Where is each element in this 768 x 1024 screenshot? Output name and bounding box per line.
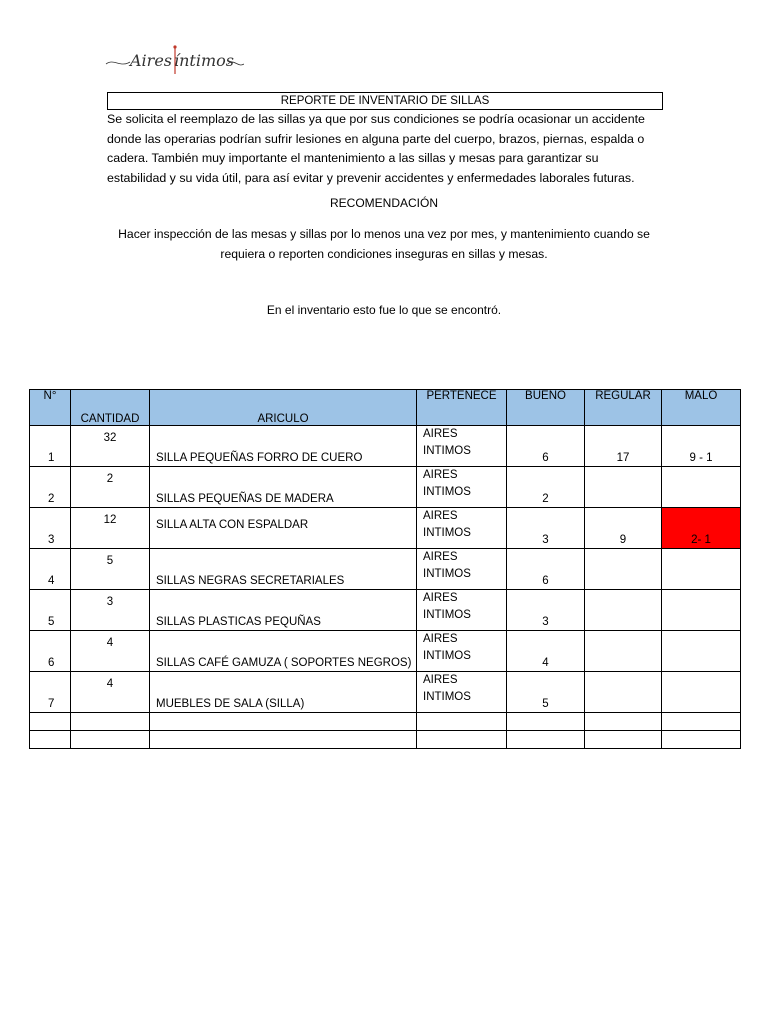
empty-cell xyxy=(150,731,417,749)
intro-line: donde las operarias podrían sufrir lesiones en alguna parte del cuerpo, brazos, piernas, espalda o xyxy=(107,131,645,146)
table-row xyxy=(30,549,741,590)
cell-no: 1 xyxy=(30,426,71,467)
cell-bueno: 6 xyxy=(507,426,585,467)
cell-regular xyxy=(585,549,662,590)
cell-bueno: 3 xyxy=(507,590,585,631)
cell-bueno: 4 xyxy=(507,631,585,672)
cell-cantidad: 4 xyxy=(71,631,150,672)
cell-pertenece xyxy=(417,467,507,508)
cell-articulo: MUEBLES DE SALA (SILLA) xyxy=(150,672,417,713)
cell-no: 3 xyxy=(30,508,71,549)
pertenece-line: AIRES xyxy=(423,674,458,686)
cell-pertenece xyxy=(417,590,507,631)
pertenece-line: AIRES xyxy=(423,510,458,522)
inventory-table xyxy=(29,389,741,749)
cell-malo-alert: 2- 1 xyxy=(662,508,741,549)
pertenece-line: AIRES xyxy=(423,592,458,604)
intro-line: estabilidad y su vida útil, para así evitar y prevenir accidentes y enfermedades laborales futuras. xyxy=(107,170,635,185)
cell-regular xyxy=(585,631,662,672)
cell-regular: 9 xyxy=(585,508,662,549)
empty-cell xyxy=(417,731,507,749)
empty-cell xyxy=(662,713,741,731)
cell-regular xyxy=(585,467,662,508)
cell-no: 7 xyxy=(30,672,71,713)
cell-pertenece xyxy=(417,549,507,590)
cell-cantidad: 12 xyxy=(71,508,150,549)
cell-malo xyxy=(662,467,741,508)
pertenece-line: INTIMOS xyxy=(423,650,471,662)
intro-line: cadera. También muy importante el mantenimiento a las sillas y mesas para garantizar su xyxy=(107,151,599,165)
header-no: N° xyxy=(30,390,71,426)
cell-cantidad: 32 xyxy=(71,426,150,467)
cell-articulo: SILLAS CAFÉ GAMUZA ( SOPORTES NEGROS) xyxy=(150,631,417,672)
cell-pertenece xyxy=(417,426,507,467)
header-bueno: BUENO xyxy=(507,390,585,426)
cell-bueno: 2 xyxy=(507,467,585,508)
cell-articulo: SILLAS NEGRAS SECRETARIALES xyxy=(150,549,417,590)
empty-cell xyxy=(71,713,150,731)
cell-pertenece xyxy=(417,508,507,549)
cell-no: 2 xyxy=(30,467,71,508)
empty-cell xyxy=(507,731,585,749)
header-pertenece: PERTENECE xyxy=(417,390,507,426)
cell-cantidad: 4 xyxy=(71,672,150,713)
cell-articulo: SILLAS PLASTICAS PEQUÑAS xyxy=(150,590,417,631)
svg-text:íntimos: íntimos xyxy=(174,51,234,70)
recommendation-line: Hacer inspección de las mesas y sillas por lo menos una vez por mes, y mantenimiento cuando se xyxy=(118,227,650,241)
table-row xyxy=(30,631,741,672)
pertenece-line: INTIMOS xyxy=(423,486,471,498)
pertenece-line: INTIMOS xyxy=(423,691,471,703)
cell-malo: 9 - 1 xyxy=(662,426,741,467)
table-row-empty xyxy=(30,713,741,731)
pertenece-line: INTIMOS xyxy=(423,609,471,621)
cell-pertenece xyxy=(417,631,507,672)
pertenece-line: AIRES xyxy=(423,428,458,440)
cell-cantidad: 2 xyxy=(71,467,150,508)
empty-cell xyxy=(71,731,150,749)
cell-no: 4 xyxy=(30,549,71,590)
table-header-row xyxy=(30,390,741,426)
cell-malo xyxy=(662,672,741,713)
empty-cell xyxy=(417,713,507,731)
empty-cell xyxy=(30,713,71,731)
pertenece-line: INTIMOS xyxy=(423,527,471,539)
pertenece-line: AIRES xyxy=(423,551,458,563)
header-regular: REGULAR xyxy=(585,390,662,426)
table-row xyxy=(30,467,741,508)
header-articulo: ARICULO xyxy=(150,390,417,426)
empty-cell xyxy=(30,731,71,749)
cell-cantidad: 5 xyxy=(71,549,150,590)
header-cantidad: CANTIDAD xyxy=(71,390,150,426)
cell-no: 5 xyxy=(30,590,71,631)
recommendation-title: RECOMENDACIÓN xyxy=(329,196,438,210)
cell-malo xyxy=(662,590,741,631)
recommendation-text xyxy=(100,225,668,264)
pertenece-line: INTIMOS xyxy=(423,568,471,580)
empty-cell xyxy=(585,731,662,749)
table-row xyxy=(30,590,741,631)
cell-regular xyxy=(585,590,662,631)
pertenece-line: AIRES xyxy=(423,469,458,481)
cell-bueno: 3 xyxy=(507,508,585,549)
table-row xyxy=(30,508,741,549)
report-title: REPORTE DE INVENTARIO DE SILLAS xyxy=(107,92,663,110)
cell-articulo: SILLA ALTA CON ESPALDAR xyxy=(150,508,417,549)
cell-malo xyxy=(662,549,741,590)
empty-cell xyxy=(507,713,585,731)
table-row-empty xyxy=(30,731,741,749)
intro-paragraph xyxy=(107,110,667,188)
cell-no: 6 xyxy=(30,631,71,672)
cell-bueno: 6 xyxy=(507,549,585,590)
found-text: En el inventario esto fue lo que se encontró. xyxy=(266,303,502,317)
recommendation-line: requiera o reporten condiciones inseguras en sillas y mesas. xyxy=(220,246,548,261)
cell-articulo: SILLAS PEQUEÑAS DE MADERA xyxy=(150,467,417,508)
intro-line: Se solicita el reemplazo de las sillas ya que por sus condiciones se podría ocasionar un accidente xyxy=(107,112,645,126)
header-malo: MALO xyxy=(662,390,741,426)
cell-bueno: 5 xyxy=(507,672,585,713)
svg-text:Aires: Aires xyxy=(130,51,172,70)
brand-logo xyxy=(104,42,244,78)
cell-regular: 17 xyxy=(585,426,662,467)
pertenece-line: AIRES xyxy=(423,633,458,645)
table-row xyxy=(30,426,741,467)
cell-articulo: SILLA PEQUEÑAS FORRO DE CUERO xyxy=(150,426,417,467)
empty-cell xyxy=(662,731,741,749)
empty-cell xyxy=(150,713,417,731)
cell-pertenece xyxy=(417,672,507,713)
cell-regular xyxy=(585,672,662,713)
table-row xyxy=(30,672,741,713)
empty-cell xyxy=(585,713,662,731)
cell-cantidad: 3 xyxy=(71,590,150,631)
cell-malo xyxy=(662,631,741,672)
pertenece-line: INTIMOS xyxy=(423,445,471,457)
